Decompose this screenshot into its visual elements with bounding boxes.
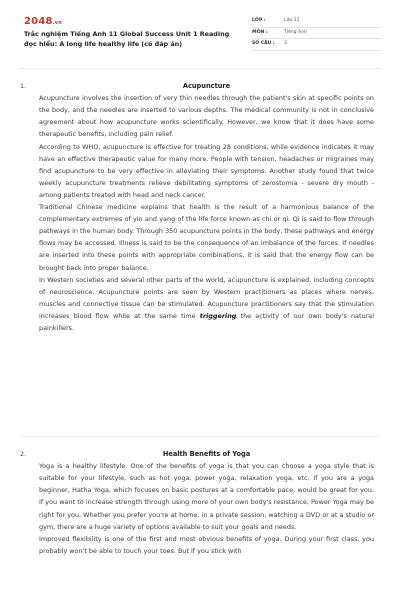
- passage-title: Acupuncture: [182, 82, 231, 90]
- passage-title: Health Benefits of Yoga: [162, 450, 251, 458]
- meta-value: Tiếng Anh: [284, 29, 308, 35]
- passage-text-run: In Western societies and several other parts of the world, acupuncture is explained, including concepts of neuroscience. Acupuncture points are seen by Western practitioners as places where nerves, muscles and connective tissue can be stimulated. Acupuncture practitioners say that the stimulation increases blood flow while at the same time: [39, 275, 374, 320]
- meta-key: SỐ CÂU :: [252, 41, 275, 46]
- question-divider: [20, 436, 380, 437]
- logo-text: 2048: [24, 16, 53, 27]
- meta-row-subject: [252, 28, 382, 40]
- passage-text: [39, 460, 374, 557]
- site-logo[interactable]: [24, 16, 62, 27]
- emphasized-word: triggering: [199, 311, 237, 320]
- question-number: 2.: [20, 450, 27, 458]
- meta-value: Lớp 11: [284, 18, 300, 23]
- question-number: 1.: [20, 82, 27, 90]
- header-divider: [20, 68, 380, 69]
- page-title: Trắc nghiệm Tiếng Anh 11 Global Success Unit 1 Reading đọc hiểu: A long life healthy life (có đáp án): [24, 30, 230, 48]
- question-body: [39, 80, 374, 334]
- meta-row-class: [252, 16, 382, 28]
- meta-value: 3: [284, 41, 287, 46]
- logo-suffix: .vn: [52, 20, 62, 26]
- passage-paragraph: Traditional Chinese medicine explains that health is the result of a harmonious balance of the complementary extremes of yin and yang of the life force known as chi or qi. Qi is said to flow through pathways in the human body. Through 350 acupuncture points in the body, these pathways and energy flows may be accessed. Illness is said to be the consequence of an imbalance of the forces. If needles are inserted into these points with appropriate combinations, it is said that the energy flow can be brought back into proper balance.: [39, 203, 374, 272]
- meta-row-count: [252, 39, 382, 51]
- passage-paragraph: [39, 274, 374, 334]
- passage-paragraph: According to WHO, acupuncture is effective for treating 28 conditions, while evidence indicates it may have an effective therapeutic value for many more. People with tension, headaches or migraines may find acupuncture to be very effective in alleviating their symptoms. Another study found that twice weekly acupuncture treatments relieve debilitating symptoms of zerostomia - severe dry mouth - among patients treated with head and neck cancer.: [39, 142, 374, 199]
- question-body: [39, 448, 374, 557]
- passage-paragraph: Acupuncture involves the insertion of very thin needles through the patient's skin at specific points on the body, and the needles are inserted to various depths. The medical community is not in conclusive agreement about how acupuncture works scientifically. However, we know that it does have some therapeutic benefits, including pain relief.: [39, 94, 374, 139]
- passage-paragraph: Yoga is a healthy lifestyle. One of the benefits of yoga is that you can choose a yoga style that is suitable for your lifestyle, such as hot yoga, power yoga, relaxation yoga, etc. If you are a yoga beginner, Hatha Yoga, which focuses on basic postures at a comfortable pace, would be great for you. If you want to increase strength through using more of your own body's resistance, Power Yoga may be right for you. Whether you prefer you're at home, in a private session, watching a DVD or at a studio or gym, there are a huge variety of options available to suit your goals and needs.: [39, 462, 374, 531]
- passage-paragraph: Improved flexibility is one of the first and most obvious benefits of yoga. During your first class, you probably won't be able to touch your toes. But if you stick with: [39, 534, 374, 555]
- passage-text-run: the activity of our own body's natural painkillers.: [39, 311, 374, 332]
- meta-key: LỚP :: [252, 18, 266, 23]
- passage-text: [39, 92, 374, 334]
- meta-table: [252, 16, 382, 51]
- header: [0, 0, 400, 62]
- meta-key: MÔN :: [252, 29, 268, 35]
